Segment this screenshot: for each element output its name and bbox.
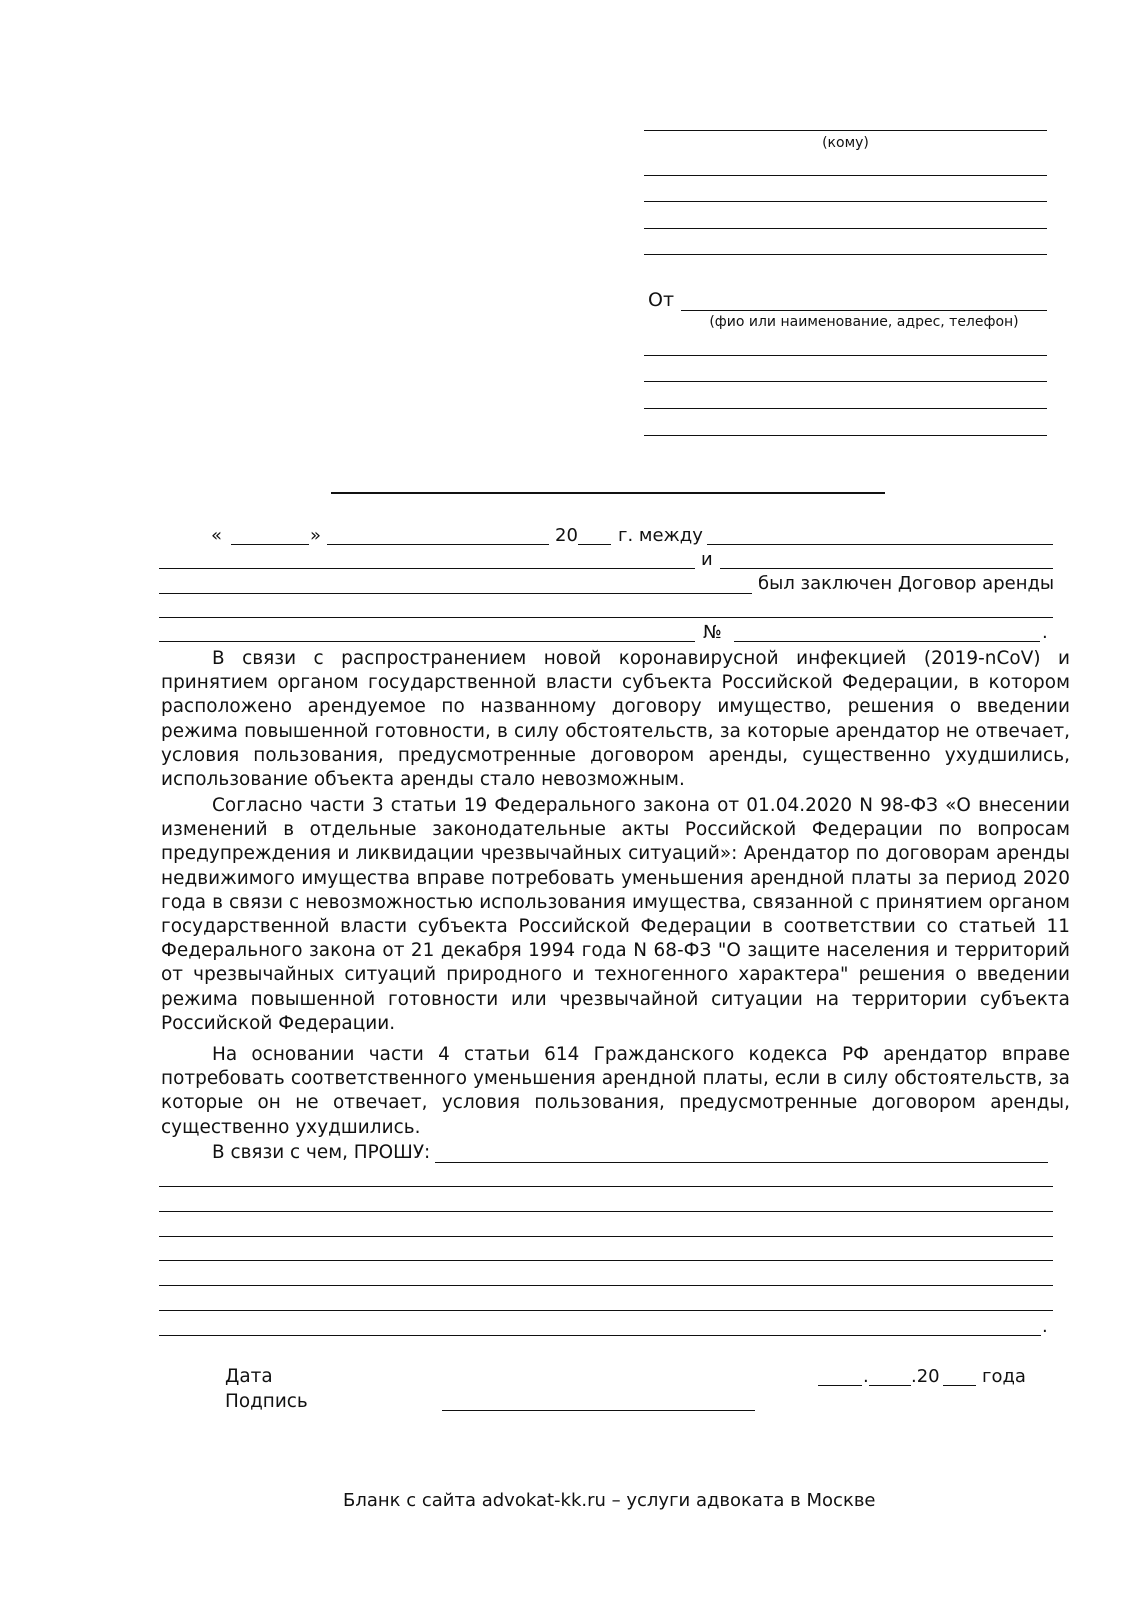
request-field-line-8[interactable] bbox=[159, 1335, 1041, 1336]
contract-field-line-2[interactable] bbox=[159, 641, 695, 642]
signature-label: Подпись bbox=[225, 1391, 308, 1412]
from-field-line[interactable] bbox=[681, 310, 1047, 311]
request-field-line-4[interactable] bbox=[159, 1236, 1053, 1237]
party2-field-line-2[interactable] bbox=[159, 593, 752, 594]
year-field-line[interactable] bbox=[578, 544, 611, 545]
to-field-line[interactable] bbox=[644, 130, 1047, 131]
from-field-line-4[interactable] bbox=[644, 408, 1047, 409]
request-field-line-2[interactable] bbox=[159, 1186, 1053, 1187]
to-field-line-3[interactable] bbox=[644, 201, 1047, 202]
from-caption: (фио или наименование, адрес, телефон) bbox=[709, 314, 1019, 330]
month-field-line[interactable] bbox=[327, 544, 549, 545]
date-dot-1: . bbox=[863, 1366, 869, 1387]
request-field-line-6[interactable] bbox=[159, 1285, 1053, 1286]
request-field-line-3[interactable] bbox=[159, 1211, 1053, 1212]
request-field-line-7[interactable] bbox=[159, 1310, 1053, 1311]
from-field-line-2[interactable] bbox=[644, 355, 1047, 356]
to-field-line-5[interactable] bbox=[644, 254, 1047, 255]
party2-field-line[interactable] bbox=[720, 568, 1053, 569]
contract-field-line[interactable] bbox=[159, 617, 1053, 618]
date-year-word: года bbox=[982, 1366, 1026, 1387]
from-field-line-5[interactable] bbox=[644, 435, 1047, 436]
party1-field-line[interactable] bbox=[707, 544, 1053, 545]
to-field-line-2[interactable] bbox=[644, 175, 1047, 176]
to-caption: (кому) bbox=[822, 135, 869, 151]
request-field-line[interactable] bbox=[435, 1162, 1048, 1163]
request-period: . bbox=[1042, 1316, 1048, 1337]
signature-field-line[interactable] bbox=[442, 1410, 755, 1411]
contract-period: . bbox=[1042, 622, 1048, 643]
close-quote: » bbox=[310, 525, 322, 546]
document-title-line[interactable] bbox=[331, 492, 885, 494]
from-field-line-3[interactable] bbox=[644, 381, 1047, 382]
date-year-prefix: .20 bbox=[911, 1366, 940, 1387]
open-quote: « bbox=[211, 525, 223, 546]
paragraph-federal-law: Согласно части 3 статьи 19 Федерального закона от 01.04.2020 N 98-ФЗ «О внесении изменений в отдельные законодательные акты Российской Федерации по вопросам предупреждения и ликвидации чрезвычайных ситуаций»: Арендатор по договорам аренды недвижимого имущества вправе потребовать уменьшения арендной платы за период 2020 года в связи с невозможностью использования имущества, связанной с принятием органом государственной власти субъекта Российской Федерации в соответствии со статьей 11 Федерального закона от 21 декабря 1994 года N 68-ФЗ "О защите населения и территорий от чрезвычайных ситуаций природного и техногенного характера" решения о введении режима повышенной готовности или чрезвычайной ситуации на территории субъекта Российской Федерации. bbox=[161, 795, 1070, 1034]
contract-number-field-line[interactable] bbox=[734, 641, 1040, 642]
date-label: Дата bbox=[225, 1366, 273, 1387]
site-note: Бланк с сайта advokat-kk.ru – услуги адвоката в Москве bbox=[343, 1490, 876, 1511]
number-sign: № bbox=[703, 622, 722, 643]
year-prefix: 20 bbox=[555, 525, 578, 546]
from-label: От bbox=[648, 289, 675, 311]
paragraph-coronavirus: В связи с распространением новой коронавирусной инфекцией (2019-nCoV) и принятием органом государственной власти субъекта Российской Федерации, в котором расположено арендуемое по названному договору имущество, решения о введении режима повышенной готовности, в силу обстоятельств, за которые арендатор не отвечает, условия пользования, предусмотренные договором аренды, существенно ухудшились, использование объекта аренды стало невозможным. bbox=[161, 648, 1070, 791]
date-day-field-line[interactable] bbox=[818, 1385, 862, 1386]
and-word: и bbox=[701, 549, 713, 570]
party1-field-line-2[interactable] bbox=[159, 568, 695, 569]
contract-concluded-text: был заключен Договор аренды bbox=[758, 573, 1055, 594]
year-suffix: г. между bbox=[618, 525, 703, 546]
date-month-field-line[interactable] bbox=[869, 1385, 911, 1386]
day-field-line[interactable] bbox=[231, 544, 309, 545]
to-field-line-4[interactable] bbox=[644, 228, 1047, 229]
request-field-line-5[interactable] bbox=[159, 1260, 1053, 1261]
date-year-field-line[interactable] bbox=[943, 1385, 976, 1386]
paragraph-civil-code: На основании части 4 статьи 614 Гражданского кодекса РФ арендатор вправе потребовать соответственного уменьшения арендной платы, если в силу обстоятельств, за которые он не отвечает, условия пользования, предусмотренные договором аренды, существенно ухудшились. bbox=[161, 1044, 1070, 1138]
request-label: В связи с чем, ПРОШУ: bbox=[212, 1142, 431, 1163]
